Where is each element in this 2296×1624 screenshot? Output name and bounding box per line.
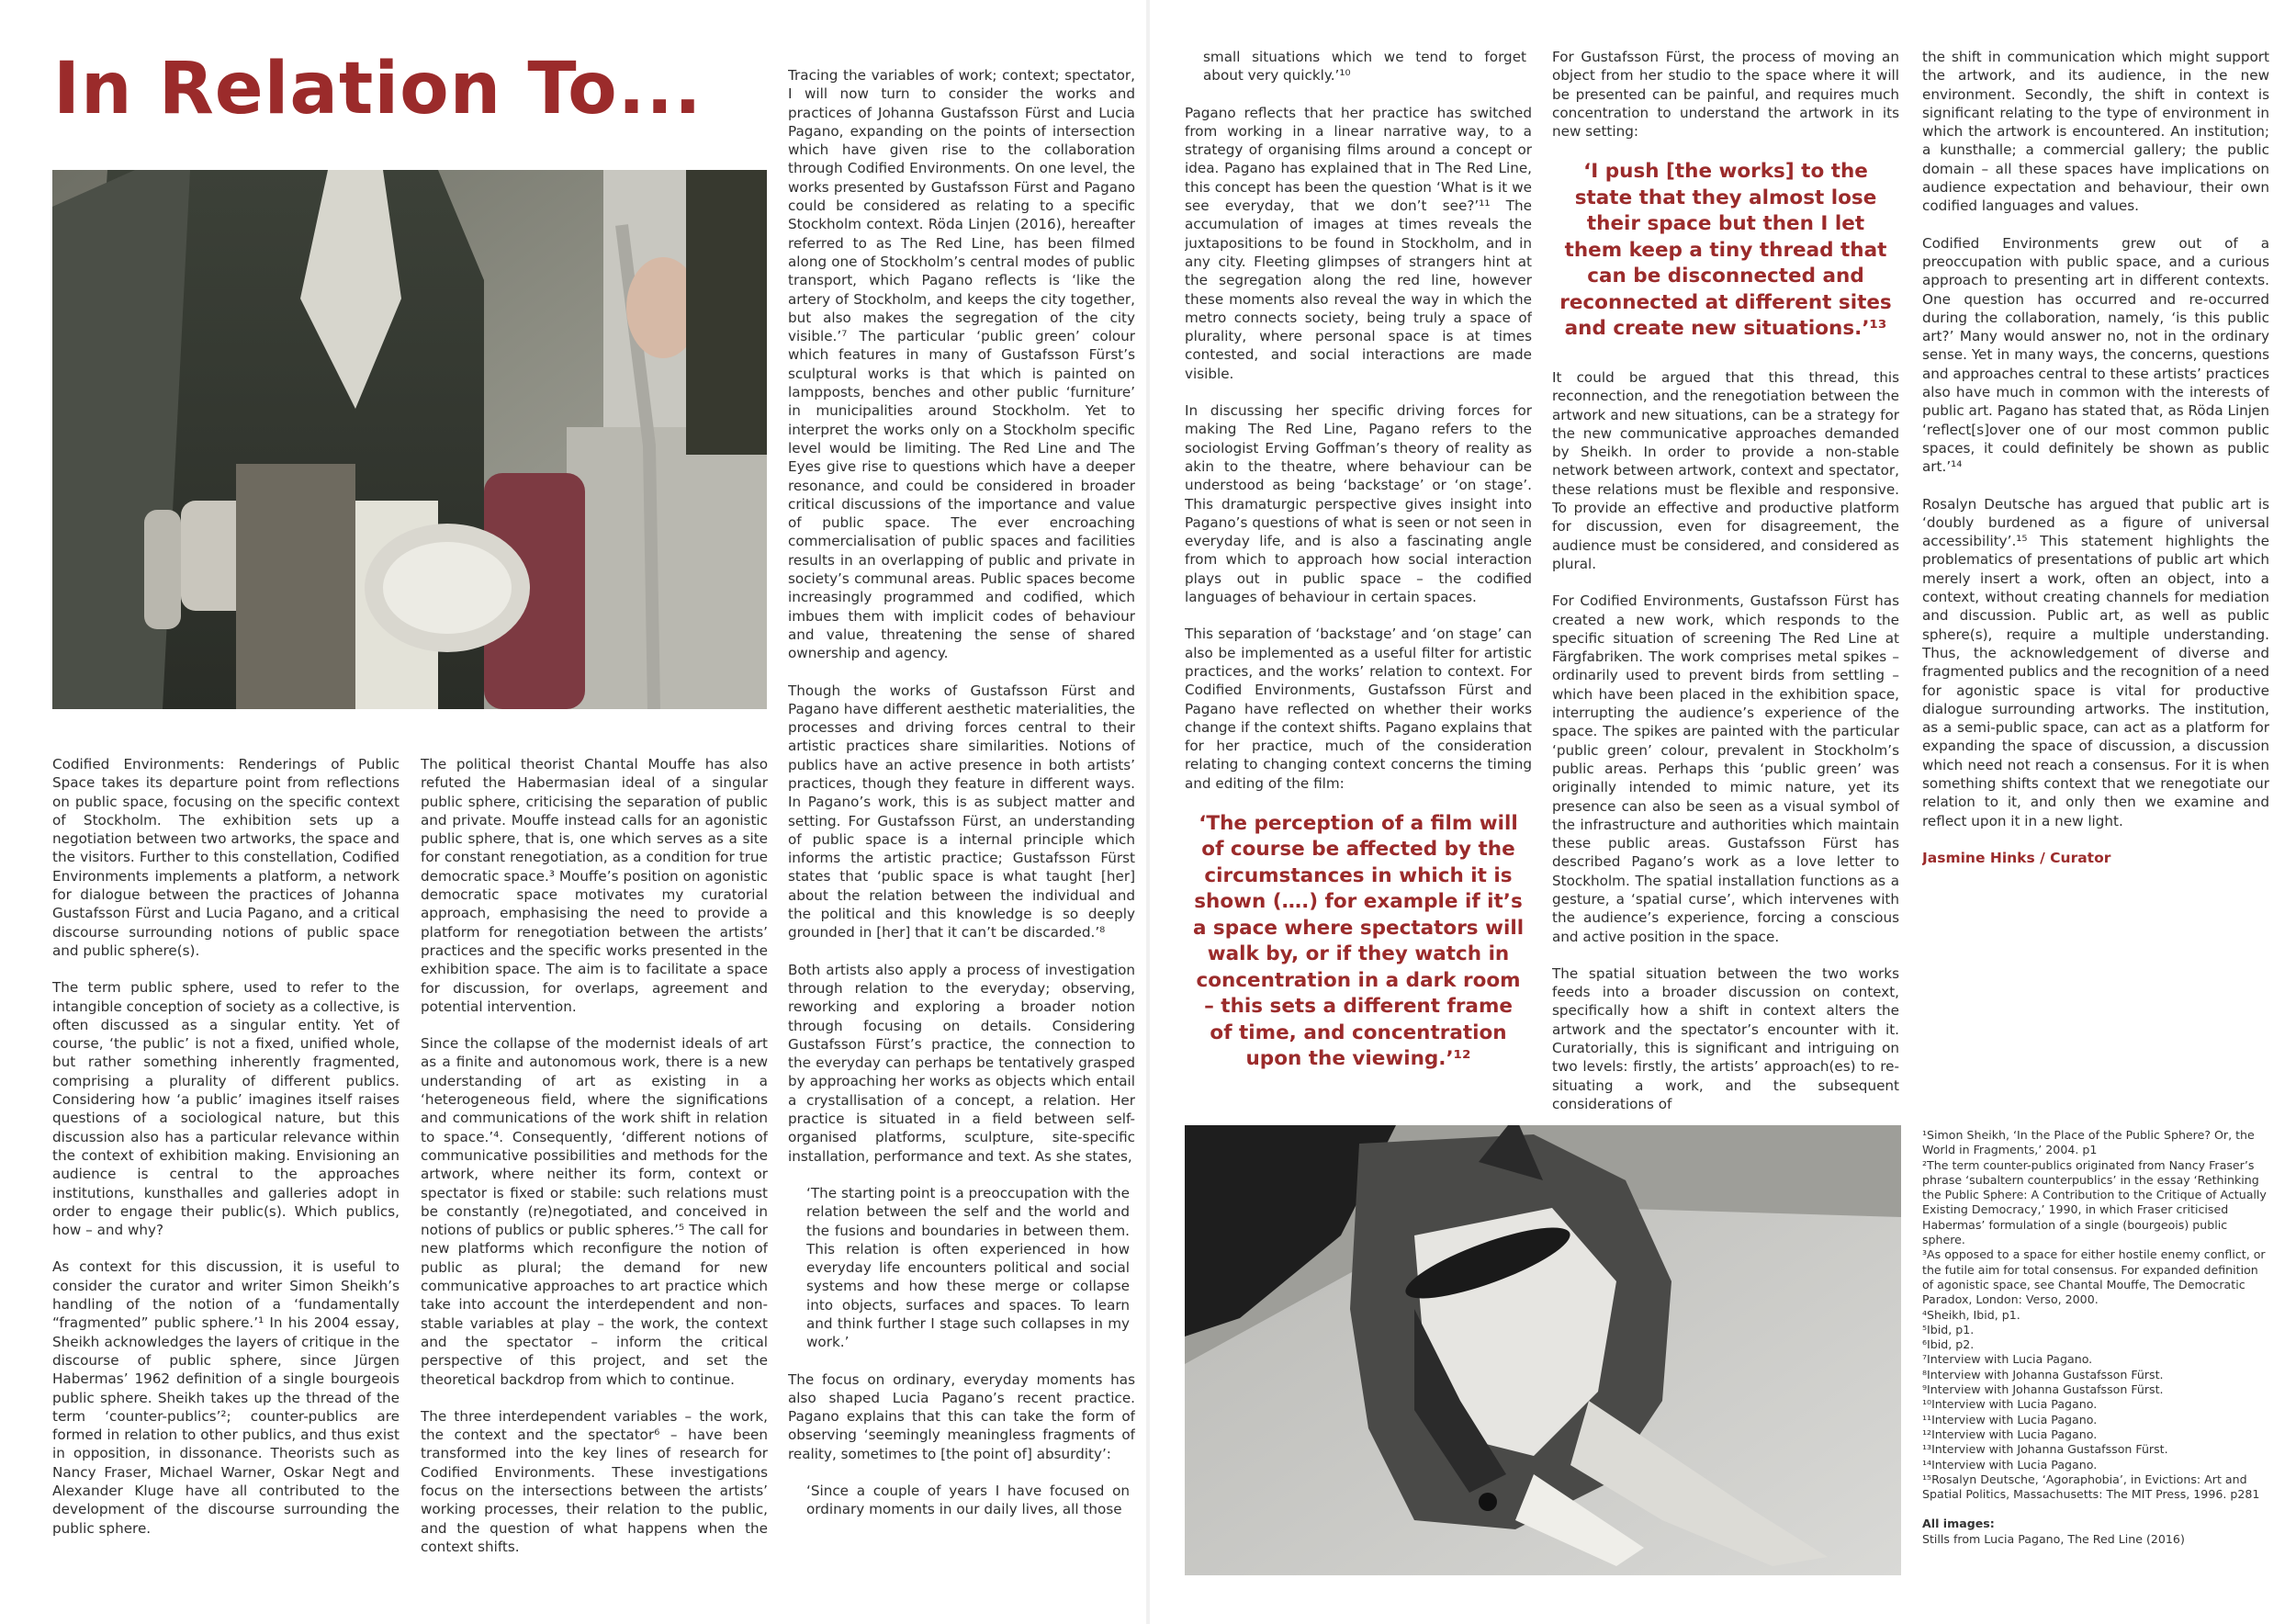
paragraph: The political theorist Chantal Mouffe has also refuted the Habermasian ideal of a singular public sphere, criticising the separation of public and private. Mouffe instead calls for an agonistic public sphere, that is, one which serves as a site for constant renegotiation, as a condition for true democratic space.³ Mouffe’s position on agonistic democratic space motivates my curatorial approach, emphasising the need to provide a platform for renegotiation between the artists’ practices and the specific works presented in the exhibition space. The aim is to facilitate a space for discussion, for overlaps, agreement and potential intervention. [421, 756, 768, 1015]
footnote: ⁷Interview with Lucia Pagano. [1922, 1352, 2093, 1367]
commuters-photo [52, 170, 767, 709]
paragraph: For Gustafsson Fürst, the process of moving an object from her studio to the space where it will be presented can be painful, and requires much concentration to understand the artwork in its new setting: [1552, 49, 1899, 141]
text-column-6 [1922, 48, 2269, 966]
footnote: ¹²Interview with Lucia Pagano. [1922, 1427, 2098, 1441]
pull-quote-gustafsson-furst: ‘I push [the works] to the state that they almost lose their space but then I let them keep a tiny thread that can be disconnected and reconnected at different sites and create new situations.’¹³ [1559, 160, 1892, 341]
author-signature: Jasmine Hinks / Curator [1922, 849, 2111, 866]
text-column-3 [788, 66, 1135, 1591]
footnote: ¹³Interview with Johanna Gustafsson Fürst. [1922, 1442, 2168, 1457]
paragraph: Codified Environments: Renderings of Public Space takes its departure point from reflections on public space, focusing on the specific context of Stockholm. The exhibition sets up a negotiation between two artworks, the space and the visitors. Further to this constellation, Codified Environments implements a platform, a network for dialogue between the practices of Johanna Gustafsson Fürst and Lucia Pagano, and a critical discourse surrounding notions of public space and public sphere(s). [52, 756, 400, 959]
text-column-1 [52, 755, 400, 1563]
indented-quote-continued: small situations which we tend to forget about very quickly.’¹⁰ [1203, 49, 1526, 85]
paragraph: The focus on ordinary, everyday moments has also shaped Lucia Pagano’s recent practice. Pagano explains that this can take the form of observing ‘seemingly meaningless fragments of reality, sometimes to [the point of] absurdity’: [788, 1370, 1135, 1462]
paragraph: Codified Environments grew out of a preoccupation with public space, and a curious approach to presenting art in different contexts. One question has occurred and re-occurred during the collaboration, namely, ‘is this public art?’ Many would answer no, not in the ordinary sense. Yet in many ways, the concerns, questions and approaches central to these artists’ practices also have much in common with the interests of public art. Pagano has stated that, as Röda Linjen ‘reflect[s]over one of our most common public spaces, it could definitely be shown as public art.’¹⁴ [1922, 234, 2269, 476]
footnote: ¹⁵Rosalyn Deutsche, ‘Agoraphobia’, in Evictions: Art and Spatial Politics, Massachusetts: The MIT Press, 1996. p281 [1922, 1472, 2260, 1502]
paragraph: This separation of ‘backstage’ and ‘on stage’ can also be implemented as a useful filter for artistic practices, and the works’ relation to context. For Codified Environments, Gustafsson Fürst and Pagano have reflected on whether their works change if the context shifts. Pagano explains that for her practice, much of the consideration relating to changing context concerns the timing and editing of the film: [1185, 626, 1532, 792]
paragraph: The spatial situation between the two works feeds into a broader discussion on context, specifically how a shift in context alters the artwork and the spectator’s encounter with it. Curatorially, this is significant and intriguing on two levels: firstly, the artists’ approach(es) to re-situating a work, and the subsequent considerations of [1552, 964, 1899, 1112]
paragraph: Since the collapse of the modernist ideals of art as a finite and autonomous work, there is a new understanding of art as existing in a ‘heterogeneous field, where the significations and communications of the work shift in relation to space.’⁴. Consequently, ‘different notions of communicative possibilities and methods for the artwork, where neither its form, context or spectator is fixed or stabile: such relations must be constantly (re)negotiated, and conceived in notions of publics or public spheres.’⁵ The call for new platforms which reconfigure the notion of public as plural; the demand for new communicative approaches to art practice which take into account the interdependent and non-stable variables at play – the work, the context and the spectator – inform the critical perspective of this project, and set the theoretical backdrop from which to continue. [421, 1035, 768, 1388]
footnote: ¹Simon Sheikh, ‘In the Place of the Public Sphere? Or, the World in Fragments,’ 2004. p1 [1922, 1128, 2255, 1157]
image-credit: Stills from Lucia Pagano, The Red Line (2016) [1922, 1531, 2185, 1546]
footnote: ¹⁰Interview with Lucia Pagano. [1922, 1397, 2098, 1412]
photo-dog-icon [1185, 1125, 1901, 1575]
paragraph: As context for this discussion, it is useful to consider the curator and writer Simon Sheikh’s handling of the notion of a ‘fundamentally “fragmented” public sphere.’¹ In his 2004 essay, Sheikh acknowledges the layers of critique in the discourse of public sphere, since Jürgen Habermas’ 1962 definition of a single bourgeois public sphere. Sheikh takes up the thread of the term ‘counter-publics’²; counter-publics are formed in relation to other publics, and thus exist in opposition, in dissonance. Theorists such as Nancy Fraser, Michael Warner, Oskar Negt and Alexander Kluge have all contributed to the development of the discourse surrounding the public sphere. [52, 1258, 400, 1537]
indented-quote: ‘Since a couple of years I have focused on ordinary moments in our daily lives, all those [806, 1483, 1130, 1518]
spread-gutter [1146, 0, 1150, 1624]
footnote: ¹⁴Interview with Lucia Pagano. [1922, 1457, 2098, 1472]
dog-photo [1185, 1125, 1901, 1575]
footnote: ⁴Sheikh, Ibid, p1. [1922, 1307, 2020, 1322]
paragraph: Pagano reflects that her practice has switched from working in a linear narrative way, to a strategy of organising films around a concept or idea. Pagano has explained that in The Red Line, this concept has been the question ‘What is it we see everyday, that we don’t see?’¹¹ The accumulation of images at times reveals the juxtapositions to be found in Stockholm, and in any city. Fleeting glimpses of strangers hint at the segregation along the red line, however these moments also reveal the way in which the metro connects society, being truly a space of plurality, where personal space is at times contested, and social interactions are made visible. [1185, 104, 1532, 382]
photo-commuters-icon [52, 170, 767, 709]
image-credit-heading: All images: [1922, 1517, 1995, 1531]
paragraph: The term public sphere, used to refer to the intangible conception of society as a collective, is often discussed as a singular entity. Yet of course, ‘the public’ is not a fixed, unified whole, but rather something inherently fragmented, comprising a plurality of different publics. Considering how ‘a public’ imagines itself raises questions of a sociological nature, but this discussion also has a particular relevance within the context of exhibition making. Envisioning an audience is central to the approaches institutions, kunsthalles and galleries adopt in order to engage their public(s). Which publics, how – and why? [52, 979, 400, 1239]
footnote: ¹¹Interview with Lucia Pagano. [1922, 1412, 2098, 1427]
paragraph: Rosalyn Deutsche has argued that public art is ‘doubly burdened as a figure of universal accessibility’.¹⁵ This statement highlights the problematics of presentations of public art which merely insert a work, often an object, into a context, without creating channels for mediation and discussion. Public art, as well as public sphere(s), require a multiple understanding. Thus, the acknowledgement of diverse and fragmented publics and the recognition of a need for agonistic space is vital for productive dialogue surrounding artworks. The institution, as a semi-public space, can act as a platform for expanding the space of discussion, a discussion which need not reach a consensus. For it is when something shifts context that we renegotiate our relation to it, and only then we examine and reflect upon it in a new light. [1922, 495, 2269, 829]
paragraph: The three interdependent variables – the work, the context and the spectator⁶ – have been transformed into the key lines of research for Codified Environments. These investigations focus on the intersections between the artists’ working processes, their relation to the public, and the question of what happens when the context shifts. [421, 1407, 768, 1555]
paragraph: It could be argued that this thread, this reconnection, and the renegotiation between the artwork and new situations, can be a strategy for the new communicative approaches demanded by Sheikh. In order to provide a non-stable network between artwork, context and spectator, these relations must be flexible and responsive. To provide an effective and productive platform for discussion, even for disagreement, the audience must be considered, and considered as plural. [1552, 368, 1899, 572]
indented-quote: ‘The starting point is a preoccupation with the relation between the self and the world and the fusions and boundaries in between them. This relation is often experienced in how everyday life encounters political and social systems and how these merge or collapse into objects, surfaces and spaces. To learn and think further I stage such collapses in my work.’ [806, 1184, 1130, 1351]
footnotes [1922, 1128, 2271, 1587]
paragraph: For Codified Environments, Gustafsson Fürst has created a new work, which responds to the specific situation of screening The Red Line at Färgfabriken. The work comprises metal spikes – ordinarily used to prevent birds from settling – which have been placed in the exhibition space, interrupting the audience’s experience of the space. The spikes are painted with the particular ‘public green’ colour, prevalent in Stockholm’s public areas. Perhaps this ‘public green’ was originally intended to mimic nature, yet its presence can also be seen as a visual symbol of the infrastructure and authorities which maintain these public areas. Gustafsson Fürst has described Pagano’s work as a love letter to Stockholm. The spatial installation functions as a gesture, a ‘spatial curse’, which intervenes with the audience’s experience, forcing a conscious and active position in the space. [1552, 592, 1899, 945]
paragraph: Tracing the variables of work; context; spectator, I will now turn to consider the works and practices of Johanna Gustafsson Fürst and Lucia Pagano, expanding on the points of intersection which have given rise to the collaboration through Codified Environments. On one level, the works presented by Gustafsson Fürst and Pagano could be considered as relating to a specific Stockholm context. Röda Linjen (2016), hereafter referred to as The Red Line, has been filmed along one of Stockholm’s central modes of public transport, which Pagano reflects is ‘like the artery of Stockholm, and keeps the city together, but also makes the segregation of the city visible.’⁷ The particular ‘public green’ colour which features in many of Gustafsson Fürst’s sculptural works is that which is painted on lampposts, benches and other public ‘furniture’ in municipalities around Stockholm. Yet to interpret the works only on a Stockholm specific level would be limiting. The Red Line and The Eyes give rise to questions which have a deeper resonance, and could be considered in broader critical discussions of the importance and value of public space. The ever encroaching commercialisation of public spaces and facilities results in an overlapping of public and private in society’s communal areas. Public spaces become increasingly programmed and codified, which imbues them with implicit codes of behaviour and value, threatening the sense of shared ownership and agency. [788, 67, 1135, 662]
text-column-2 [421, 755, 768, 1582]
article-title: In Relation To... [53, 48, 703, 130]
paragraph: In discussing her specific driving forces for making The Red Line, Pagano refers to the sociologist Erving Goffman’s theory of reality as akin to the theatre, where behaviour can be understood as being ‘backstage’ or ‘on stage’. This dramaturgic perspective gives insight into Pagano’s questions of what is seen or not seen in everyday life, and is also a fascinating angle from which to approach how social interaction plays out in public space – the codified languages of behaviour in certain spaces. [1185, 402, 1532, 606]
paragraph: the shift in communication which might support the artwork, and its audience, in the new environment. Secondly, the shift in context is significant relating to the type of environment in which the artwork is encountered. An institution; a kunsthalle; a commercial gallery; the public domain – all these spaces have implications on audience expectation and behaviour, their own codified languages and values. [1922, 49, 2269, 215]
text-column-5 [1552, 48, 1899, 1113]
footnote: ²The term counter-publics originated from Nancy Fraser’s phrase ‘subaltern counterpublics’ in the essay ‘Rethinking the Public Sphere: A Contribution to the Critique of Actually Existing Democracy,’ 1990, in which Fraser criticised Habermas’ formulation of a single (bourgeois) public sphere. [1922, 1157, 2267, 1247]
text-column-4 [1185, 48, 1532, 1113]
footnote: ⁵Ibid, p1. [1922, 1322, 1975, 1336]
paragraph: Both artists also apply a process of investigation through relation to the everyday; observing, reworking and exploring a broader notion through focusing on details. Considering Gustafsson Fürst’s practice, the connection to the everyday can perhaps be tentatively grasped by approaching her works as objects which entail a crystallisation of a concept, a relation. Her practice is situated in a field between self-organised platforms, sculpture, site-specific installation, performance and text. As she states, [788, 961, 1135, 1165]
paragraph: Though the works of Gustafsson Fürst and Pagano have different aesthetic materialities, the processes and driving forces central to their artistic practices share similarities. Notions of publics have an active presence in both artists’ practices, though they feature in different ways. In Pagano’s work, this is as subject matter and setting. For Gustafsson Fürst, an understanding of public space is a internal principle which informs the artistic practice; Gustafsson Fürst states that ‘public space is what taught [her] about the relation between the individual and the political and this knowledge is so deeply grounded in [her] that it can’t be discarded.’⁸ [788, 682, 1135, 942]
footnote: ³As opposed to a space for either hostile enemy conflict, or the futile aim for total consensus. For expanded definition of agonistic space, see Chantal Mouffe, The Democratic Paradox, London: Verso, 2000. [1922, 1247, 2266, 1307]
pull-quote-pagano: ‘The perception of a film will of course be affected by the circumstances in which it is shown (….) for example if it’s a space where spectators will walk by, or if they watch in concentration in a dark room – this sets a different frame of time, and concentration upon the viewing.’¹² [1192, 811, 1525, 1071]
footnote: ⁶Ibid, p2. [1922, 1337, 1975, 1352]
footnote: ⁸Interview with Johanna Gustafsson Fürst. [1922, 1367, 2164, 1382]
footnote: ⁹Interview with Johanna Gustafsson Fürst. [1922, 1382, 2164, 1397]
